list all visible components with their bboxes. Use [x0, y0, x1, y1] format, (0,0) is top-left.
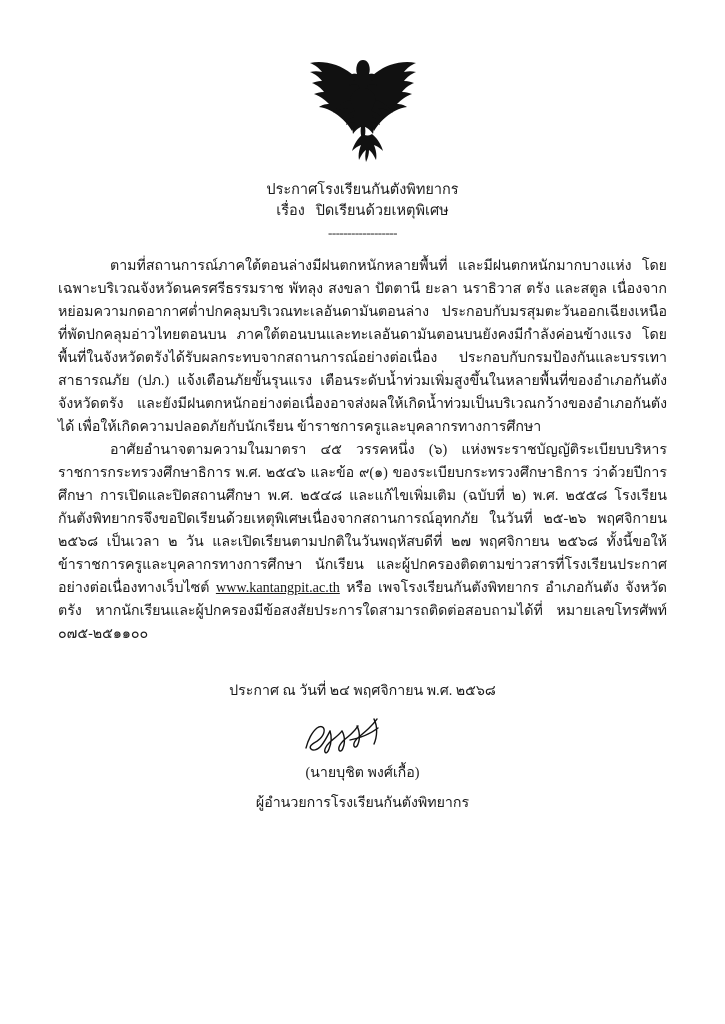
paragraph-2: [58, 439, 667, 646]
paragraph-1-text: ตามที่สถานการณ์ภาคใต้ตอนล่างมีฝนตกหนักหลายพื้นที่ และมีฝนตกหนักมากบางแห่ง โดยเฉพาะบริเวณจังหวัดนครศรีธรรมราช พัทลุง สงขลา ปัตตานี ยะลา นราธิวาส ตรัง และสตูล เนื่องจากหย่อมความกดอากาศต่ำปกคลุมบริเวณทะเลอันดามันตอนล่าง ประกอบกับมรสุมตะวันออกเฉียงเหนือที่พัดปกคลุมอ่าวไทยตอนบน ภาคใต้ตอนบนและทะเลอันดามันตอนบนยังคงมีกำลังค่อนข้างแรง โดยพื้นที่ในจังหวัดตรังได้รับผลกระทบจากสถานการณ์อย่างต่อเนื่อง ประกอบกับกรมป้องกันและบรรเทาสาธารณภัย (ปภ.) แจ้งเตือนภัยขั้นรุนแรง เตือนระดับน้ำท่วมเพิ่มสูงขึ้นในหลายพื้นที่ของอำเภอกันตัง จังหวัดตรัง และยังมีฝนตกหนักอย่างต่อเนื่องอาจส่งผลให้เกิดน้ำท่วมเป็นบริเวณกว้างของอำเภอกันตังได้ เพื่อให้เกิดความปลอดภัยกับนักเรียน ข้าราชการครูและบุคลากรทางการศึกษา: [58, 257, 667, 435]
page-title: ประกาศโรงเรียนกันตังพิทยากร: [266, 182, 459, 198]
subject-line: [58, 201, 667, 222]
paragraph-2-tail: เพจโรงเรียนกันตังพิทยากร อำเภอกันตัง จังหวัดตรัง หากนักเรียนและผู้ปกครองมีข้อสงสัยประการใดสามารถติดต่อสอบถามได้ที่ หมายเลขโทรศัพท์ ๐๗๕-๒๕๑๑๐๐: [58, 579, 667, 642]
subject-text: ปิดเรียนด้วยเหตุพิเศษ: [315, 203, 449, 220]
heading-divider: ------------------: [328, 225, 397, 241]
signer-position: ผู้อำนวยการโรงเรียนกันตังพิทยากร: [255, 794, 470, 811]
paragraph-2-text: อาศัยอำนาจตามความในมาตรา ๔๕ วรรคหนึ่ง (๖) แห่งพระราชบัญญัติระเบียบบริหารราชการกระทรวงศึกษาธิการ พ.ศ. ๒๕๔๖ และข้อ ๙(๑) ของระเบียบกระทรวงศึกษาธิการ ว่าด้วยปีการศึกษา การเปิดและปิดสถานศึกษา พ.ศ. ๒๕๔๘ และแก้ไขเพิ่มเติม (ฉบับที่ ๒) พ.ศ. ๒๕๕๘ โรงเรียนกันตังพิทยากรจึงขอปิดเรียนด้วยเหตุพิเศษเนื่องจากสถานการณ์อุทกภัย ในวันที่ ๒๕-๒๖ พฤศจิกายน ๒๕๖๘ เป็นเวลา ๒ วัน และเปิดเรียนตามปกติในวันพฤหัสบดีที่ ๒๗ พฤศจิกายน ๒๕๖๘ ทั้งนี้ขอให้ข้าราชการครูและบุคลากรทางการศึกษา นักเรียน และผู้ปกครองติดตามข่าวสารที่โรงเรียนประกาศอย่างต่อเนื่องทางเว็บไซต์: [58, 441, 667, 596]
garuda-emblem-icon: [303, 52, 423, 164]
subject-prefix: เรื่อง: [276, 203, 305, 220]
paragraph-1: [58, 255, 667, 439]
handwritten-signature-icon: [288, 710, 438, 760]
signature-block: [58, 710, 667, 826]
announcement-date: ประกาศ ณ วันที่ ๒๔ พฤศจิกายน พ.ศ. ๒๕๖๘: [229, 682, 496, 699]
emblem-container: [58, 52, 667, 170]
school-website-link[interactable]: www.kantangpit.ac.th: [215, 579, 340, 596]
signer-name: (นายบุชิต พงศ์เกื้อ): [305, 764, 420, 781]
document-heading: [58, 180, 667, 243]
document-body: [58, 255, 667, 646]
link-suffix: หรือ: [339, 579, 372, 596]
